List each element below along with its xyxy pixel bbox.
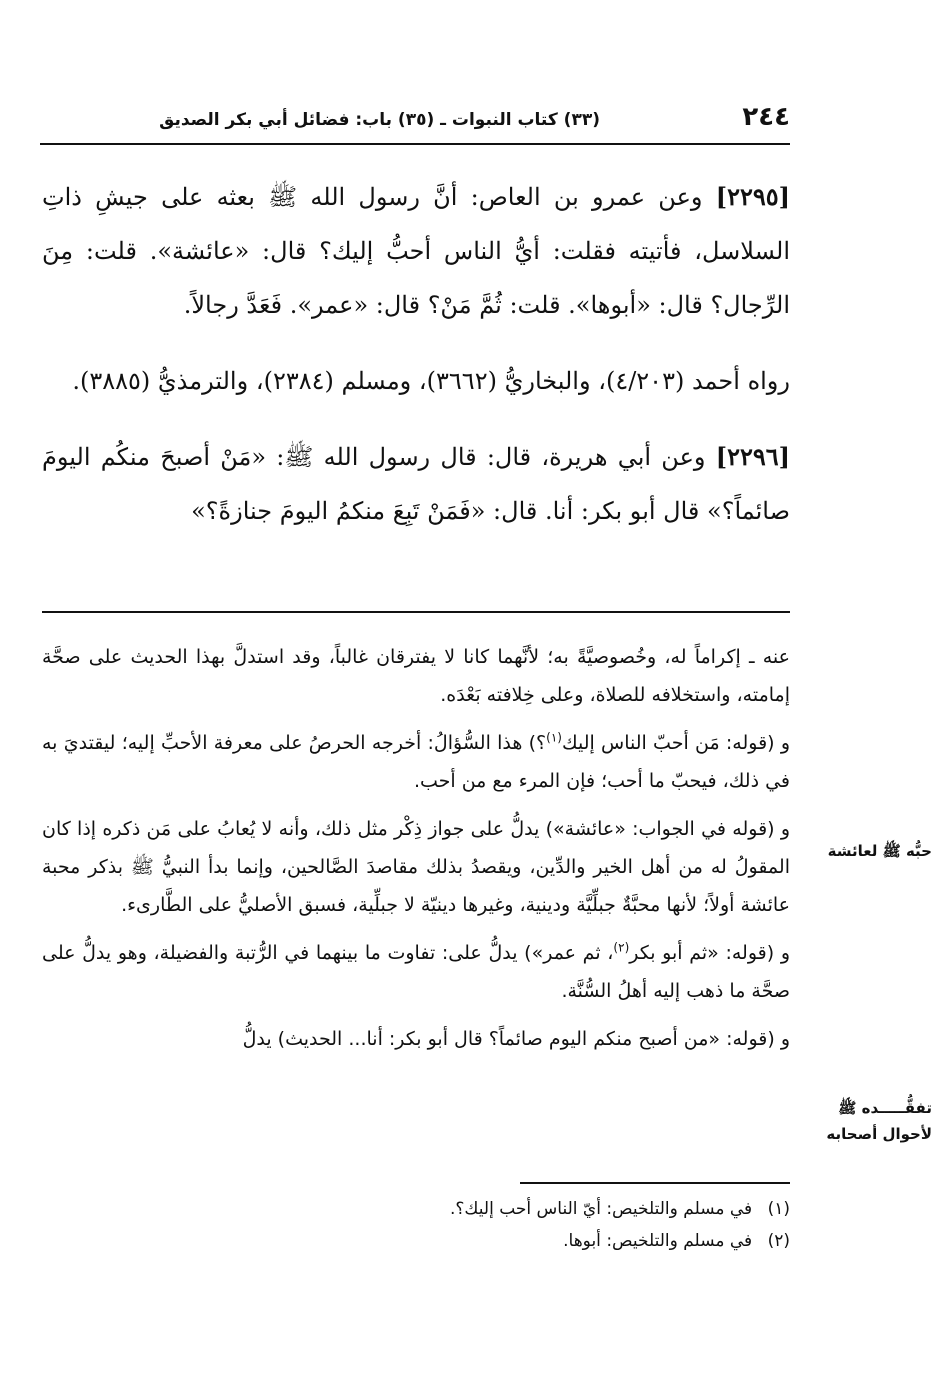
footnote-text: في مسلم والتلخيص: أيّ الناس أحب إليك؟. xyxy=(450,1199,753,1219)
footnote-ref[interactable]: (٢) xyxy=(613,940,630,955)
commentary-paragraph: عنه ـ إكراماً له، وخُصوصيَّةً به؛ لأنَّهما كانا لا يفترقان غالباً، وقد استدلَّ بهذا الحديث على صحَّة إمامته، واستخلافه للصلاة، وعلى خِلافته بَعْدَه. xyxy=(42,646,790,706)
takhrij: رواه أحمد (٤/٢٠٣)، والبخاريُّ (٣٦٦٢)، ومسلم (٢٣٨٤)، والترمذيُّ (٣٨٨٥). xyxy=(72,367,790,395)
hadith-text: وعن عمرو بن العاص: أنَّ رسول الله ﷺ بعثه على جيشِ ذاتِ السلاسل، فأتيته فقلت: أيُّ الناس أحبُّ إليك؟ قال: «عائشة». قلت: مِنَ الرِّجال؟ قال: «أبوها». قلت: ثُمَّ مَنْ؟ قال: «عمر». فَعَدَّ رجالاً. xyxy=(42,183,790,319)
footnote-number: (٢) xyxy=(767,1231,790,1251)
page-number: ٢٤٤ xyxy=(742,102,790,132)
hadith-2296 xyxy=(42,430,790,538)
commentary-paragraph: و (قوله: «من أصبح منكم اليوم صائماً؟ قال أبو بكر: أنا... الحديث) يدلُّ xyxy=(242,1028,790,1050)
hadith-text: وعن أبي هريرة، قال: قال رسول الله ﷺ: «مَنْ أصبحَ منكُم اليومَ صائماً؟» قال أبو بكر: أنا. قال: «فَمَنْ تَبِعَ منكمُ اليومَ جنازةً؟» xyxy=(42,443,790,525)
commentary-text: و (قوله: مَن أحبّ الناس إليك xyxy=(561,732,790,754)
running-header xyxy=(40,100,790,140)
commentary xyxy=(42,638,790,1068)
footnote-ref[interactable]: (١) xyxy=(546,730,562,745)
commentary-paragraph xyxy=(42,724,790,800)
margin-note-text: لأحوال أصحابه xyxy=(826,1125,932,1143)
footnote-text: في مسلم والتلخيص: أبوها. xyxy=(563,1231,753,1251)
commentary-text: ، ثم عمر») يدلُّ على: تفاوت ما بينهما في الرُّتبة والفضيلة، وهو يدلُّ على صحَّة ما ذهب إليه أهلُ السُّنَّة. xyxy=(42,942,790,1002)
margin-note xyxy=(792,838,932,864)
running-title: (٣٣) كتاب النبوات ـ (٣٥) باب: فضائل أبي بكر الصديق xyxy=(159,110,600,130)
margin-note-text: تفقُّـــــده ﷺ xyxy=(838,1099,932,1117)
footnote xyxy=(300,1225,790,1257)
hadith-2295 xyxy=(42,170,790,332)
commentary-text: ؟) هذا السُّؤالُ: أخرجه الحرصُ على معرفة الأحبِّ إليه؛ ليقتديَ به في ذلك، فيحبّ ما أحب؛ فإن المرء مع من أحب. xyxy=(42,732,790,792)
commentary-paragraph xyxy=(42,934,790,1010)
header-divider xyxy=(40,143,790,145)
hadith-number: [٢٢٩٥] xyxy=(715,182,790,211)
footnote-number: (١) xyxy=(767,1199,790,1219)
footnote xyxy=(300,1193,790,1225)
commentary-paragraph: و (قوله في الجواب: «عائشة») يدلُّ على جواز ذِكْر مثل ذلك، وأنه لا يُعابُ على مَن ذكره إذا كان المقولُ له من أهل الخير والدِّين، ويقصدُ بذلك مقاصدَ الصَّالحين، وإنما بدأ النبيُّ ﷺ بذكر محبة عائشة أولاً؛ لأنها محبَّةٌ جبلِّيَّة ودينية، وغيرها دينيّة لا جبلِّية، فسبق الأصليُّ على الطَّارىء. xyxy=(42,818,790,916)
footnotes xyxy=(300,1193,790,1257)
main-text xyxy=(42,170,790,560)
margin-note xyxy=(796,1095,932,1147)
commentary-text: و (قوله: «ثم أبو بكر xyxy=(629,942,790,964)
margin-note-text: حبُّه ﷺ لعائشة xyxy=(827,842,932,860)
hadith-number: [٢٢٩٦] xyxy=(715,442,790,471)
footnote-divider xyxy=(520,1182,790,1184)
text-commentary-divider xyxy=(42,611,790,613)
